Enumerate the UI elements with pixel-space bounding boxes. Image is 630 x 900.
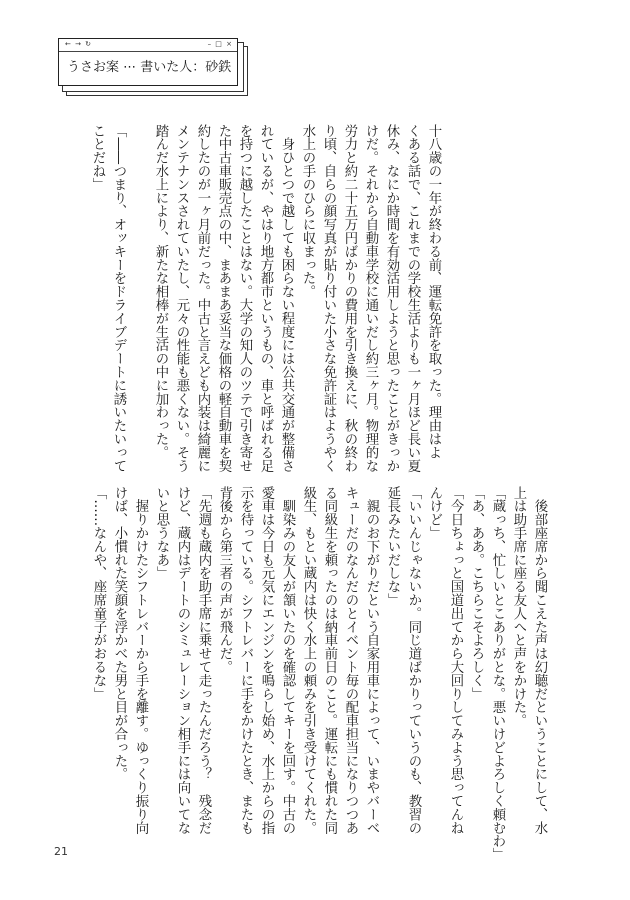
text-column: キューだのなんだのとイベント毎の配車担当になりつつあ bbox=[343, 486, 358, 835]
text-column: 「――つまり、オッキーをドライブデートに誘いたいって bbox=[111, 124, 126, 473]
text-column: 級生、もとい蔵内は快く水上の頼みを引き受けてくれた。 bbox=[301, 486, 316, 835]
text-column: くある話で、これまでの学校生活よりも一ヶ月ほど長い夏 bbox=[405, 124, 420, 473]
text-column: けど、蔵内はデートのシミュレーション相手には向いてな bbox=[175, 486, 190, 835]
text-column: 親のお下がりだという自家用車によって、いまやバーベ bbox=[364, 486, 379, 835]
text-column: 馴染みの友人が頷いたのを確認してキーを回す。中古の bbox=[280, 486, 295, 835]
text-column: 愛車は今日も元気にエンジンを鳴らし始め、水上からの指 bbox=[259, 486, 274, 835]
text-column: けば、小慣れた笑顔を浮かべた男と目が合った。 bbox=[112, 486, 127, 781]
text-column: 延長みたいだしな」 bbox=[385, 486, 400, 607]
text-column: 踏んだ水上により、新たな相棒が生活の中に加わった。 bbox=[153, 124, 168, 459]
window-controls-icon: – □ × bbox=[207, 40, 233, 48]
text-column: 「……なんや、座席童子がおるな」 bbox=[91, 486, 106, 701]
text-column: んけど」 bbox=[427, 486, 442, 540]
text-column: 「先週も蔵内を助手席に乗せて走ったんだろう？ 残念だ bbox=[196, 486, 211, 835]
text-column: 握りかけたシフトレバーから手を離す。ゆっくり振り向 bbox=[133, 486, 148, 835]
nav-arrows-icon: ← → ↻ bbox=[65, 40, 93, 48]
text-column: 「あ、ああ。こちらこそよろしく」 bbox=[469, 486, 484, 701]
text-column: れているが、やはり地方都市というもの、車と呼ばれる足 bbox=[258, 124, 273, 473]
text-column: 水上の手のひらに収まった。 bbox=[300, 124, 315, 299]
text-column: た中古車販売点の中、まあまあ妥当な価格の軽自動車を契 bbox=[216, 124, 231, 473]
text-column: 「今日ちょっと国道出てから大回りしてみよう思ってんね bbox=[448, 486, 463, 835]
text-column: り頃、自らの顔写真が貼り付いた小さな免許証はようやく bbox=[321, 124, 336, 473]
text-column: メンテナンスされていたし、元々の性能も悪くない。そう bbox=[174, 124, 189, 473]
text-column: 上は助手席に座る友人へと声をかけた。 bbox=[511, 486, 526, 728]
text-column: 約したのが一ヶ月前だった。中古と言えども内装は綺麗に bbox=[195, 124, 210, 473]
text-column: を持つに越したことはない。大学の知人のツテで引き寄せ bbox=[237, 124, 252, 473]
title-box bbox=[58, 38, 238, 86]
text-column: 身ひとつで越しても困らない程度には公共交通が整備さ bbox=[279, 124, 294, 473]
text-column: ことだね」 bbox=[90, 124, 105, 191]
text-column: 示を待っている。シフトレバーに手をかけたとき、またも bbox=[238, 486, 253, 835]
text-column: 背後から第三者の声が飛んだ。 bbox=[217, 486, 232, 674]
text-column: 休み、なにか時間を有効活用しようと思ったことがきっか bbox=[384, 124, 399, 473]
page-number: 21 bbox=[54, 845, 68, 858]
text-column: 「蔵っち、忙しいとこありがとな。悪いけどよろしく頼むわ」 bbox=[490, 486, 505, 862]
text-column: いと思うなあ」 bbox=[154, 486, 169, 580]
text-column: る同級生を頼ったのは納車前日のこと。運転にも慣れた同 bbox=[322, 486, 337, 835]
story-title: うさお案 ⋯ 書いた人：砂鉄 bbox=[67, 60, 232, 75]
text-column: 「いいんじゃないか。同じ道ばかりっていうのも、教習の bbox=[406, 486, 421, 835]
text-column: けだ。それから自動車学校に通いだし約三ヶ月。物理的な bbox=[363, 124, 378, 473]
text-column: 労力と約二十五万円ばかりの費用を引き換えに、秋の終わ bbox=[342, 124, 357, 473]
text-column: 十八歳の一年が終わる前、運転免許を取った。理由はよ bbox=[426, 124, 441, 459]
title-box-header bbox=[59, 39, 237, 52]
text-column: 後部座席から聞こえた声は幻聴だということにして、水 bbox=[532, 486, 547, 835]
